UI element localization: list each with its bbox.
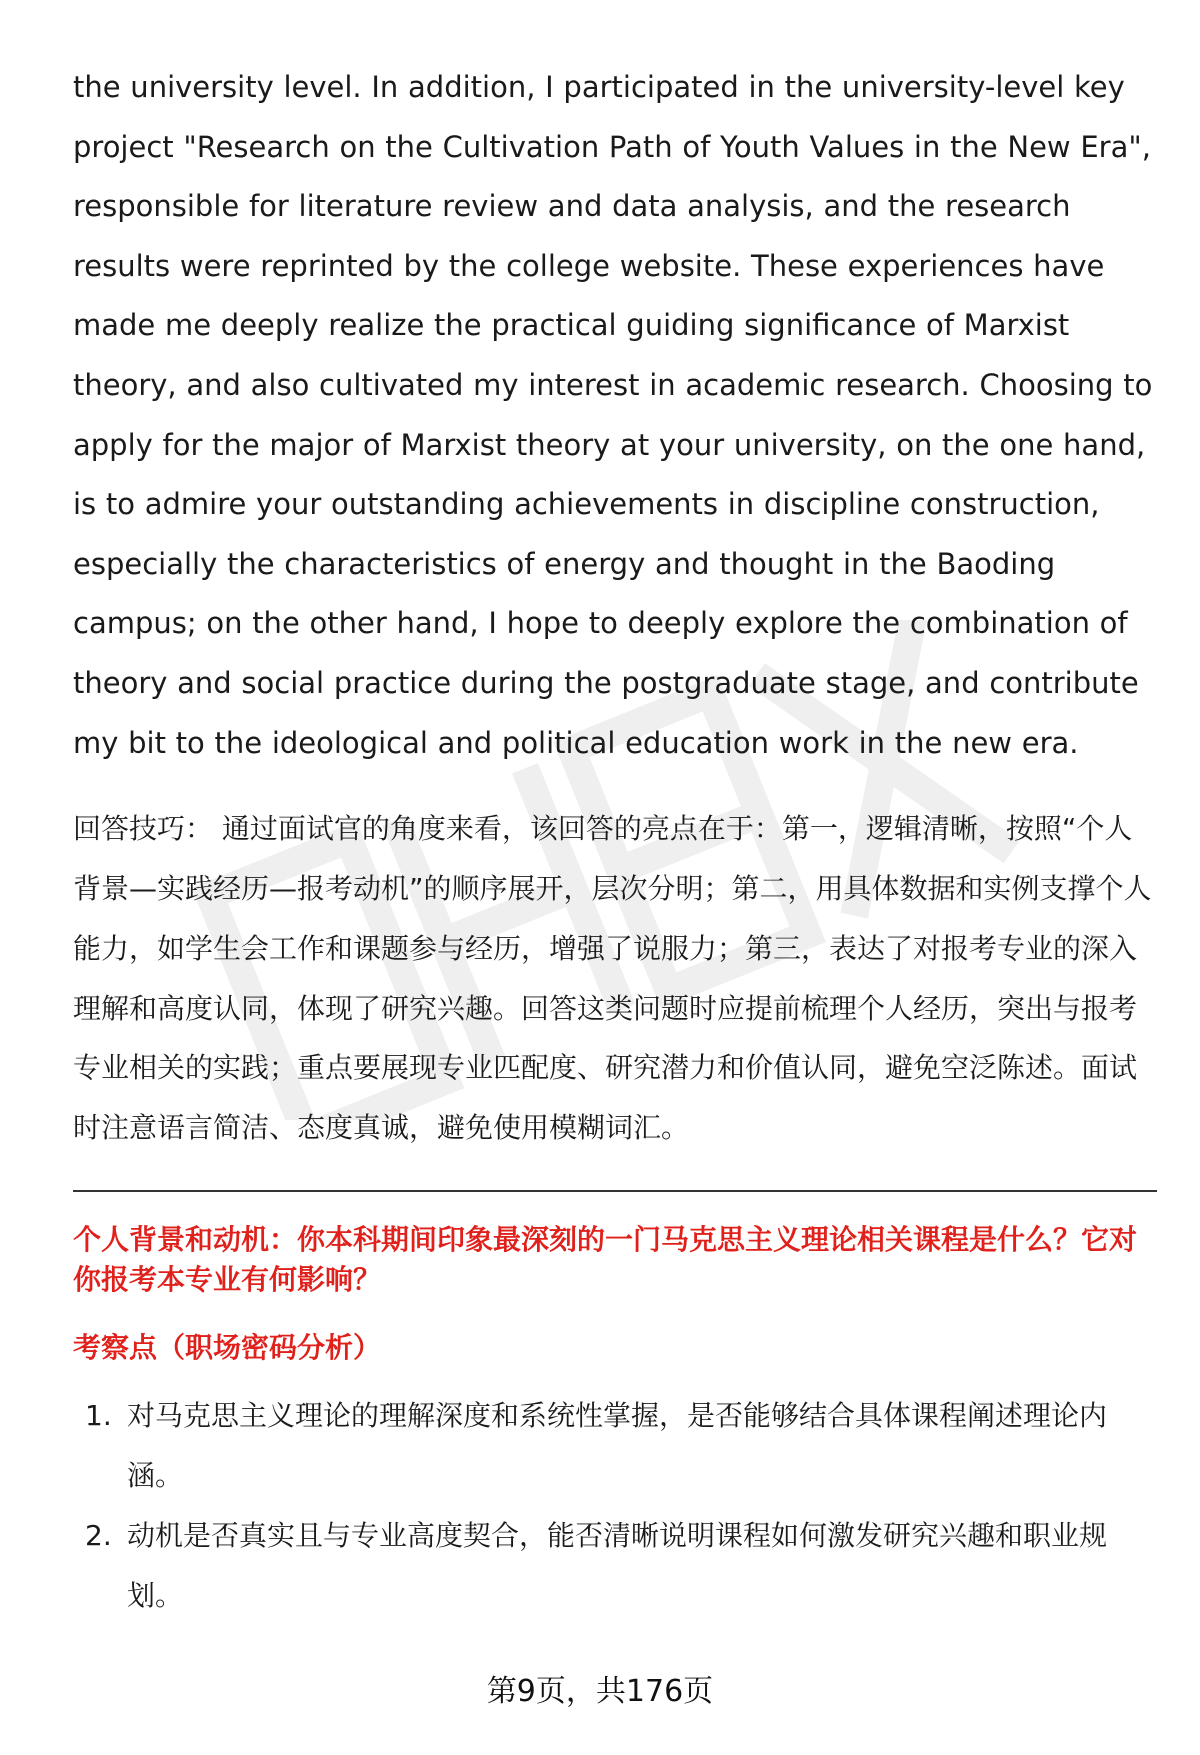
- question-heading: 个人背景和动机：你本科期间印象最深刻的一门马克思主义理论相关课程是什么？它对你报考本专业有何影响？: [73, 1222, 1138, 1296]
- list-item: [73, 1506, 1153, 1626]
- assessment-points-list: [73, 1386, 1153, 1626]
- list-item-text: 对马克思主义理论的理解深度和系统性掌握，是否能够结合具体课程阐述理论内涵。: [127, 1398, 1108, 1492]
- list-item-text: 动机是否真实且与专业高度契合，能否清晰说明课程如何激发研究兴趣和职业规划。: [127, 1518, 1108, 1612]
- section-divider: [73, 1190, 1157, 1192]
- english-answer-paragraph: the university level. In addition, I participated in the university-level key project "Research on the Cultivation Path of Youth Values in the New Era", responsible for literature review and data analysis, and the research results were reprinted by the college website. These experiences have made me deeply realize the practical guiding significance of Marxist theory, and also cultivated my interest in academic research. Choosing to apply for the major of Marxist theory at your university, on the one hand, is to admire your outstanding achievements in discipline construction, especially the characteristics of energy and thought in the Baoding campus; on the other hand, I hope to deeply explore the combination of theory and social practice during the postgraduate stage, and contribute my bit to the ideological and political education work in the new era.: [73, 70, 1153, 760]
- answer-tips-paragraph: 回答技巧： 通过面试官的角度来看，该回答的亮点在于：第一，逻辑清晰，按照“个人背景—实践经历—报考动机”的顺序展开，层次分明；第二，用具体数据和实例支撑个人能力，如学生会工作和课题参与经历，增强了说服力；第三，表达了对报考专业的深入理解和高度认同，体现了研究兴趣。回答这类问题时应提前梳理个人经历，突出与报考专业相关的实践；重点要展现专业匹配度、研究潜力和价值认同，避免空泛陈述。面试时注意语言简洁、态度真诚，避免使用模糊词汇。: [73, 812, 1152, 1145]
- list-item-number: 1.: [85, 1398, 112, 1432]
- assessment-heading: 考察点（职场密码分析）: [73, 1330, 382, 1364]
- page-number-footer: 第9页，共176页: [486, 1674, 714, 1709]
- list-item: [73, 1386, 1153, 1506]
- main-content: [73, 58, 1153, 1626]
- list-item-number: 2.: [85, 1518, 112, 1552]
